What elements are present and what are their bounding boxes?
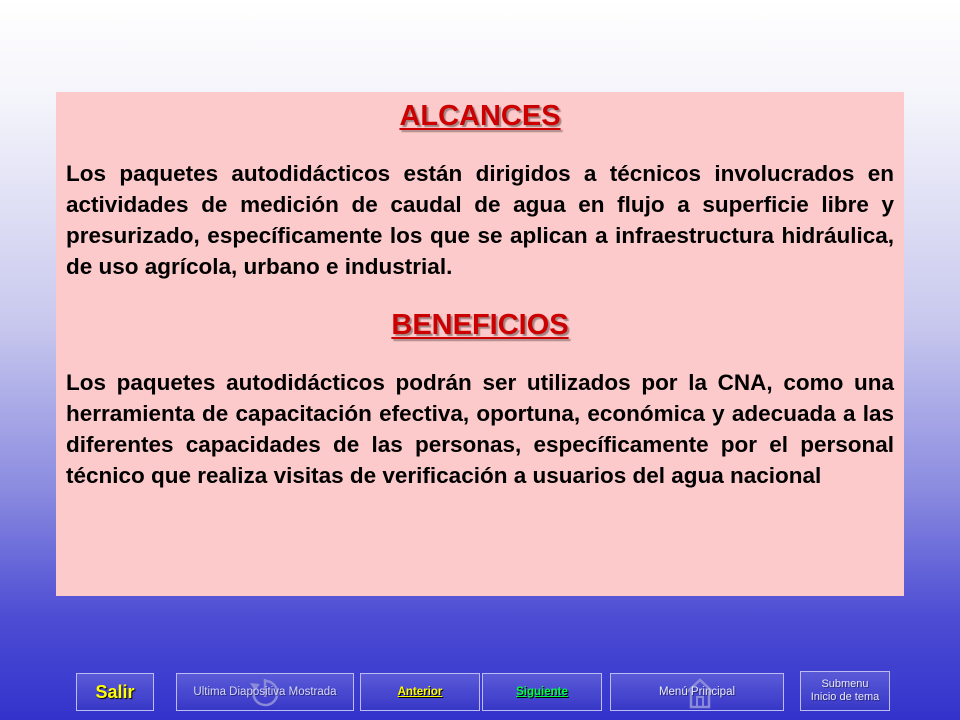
previous-button[interactable] xyxy=(360,673,480,711)
main-menu-button[interactable] xyxy=(610,673,784,711)
last-viewed-slide-label: Ultima Diapositiva Mostrada xyxy=(193,685,337,698)
content-panel xyxy=(56,92,904,596)
salir-button[interactable] xyxy=(76,673,154,711)
last-viewed-slide-button[interactable] xyxy=(176,673,354,711)
section-body-beneficios: Los paquetes autodidácticos podrán ser utilizados por la CNA, como una herramienta de capacitación efectiva, oportuna, económica y adecuada a las diferentes capacidades de las personas, específicamente por el personal técnico que realiza visitas de verificación a usuarios del agua nacional xyxy=(66,370,894,488)
section-body-alcances: Los paquetes autodidácticos están dirigidos a técnicos involucrados en actividades de medición de caudal de agua en flujo a superficie libre y presurizado, específicamente los que se aplican a infraestructura hidráulica, de uso agrícola, urbano e industrial. xyxy=(66,161,894,279)
section-heading-alcances: ALCANCES xyxy=(399,100,561,132)
next-label: Siguiente xyxy=(516,685,568,698)
submenu-label-line2: Inicio de tema xyxy=(810,691,880,703)
submenu-label xyxy=(811,678,879,704)
main-menu-label: Menú Principal xyxy=(658,685,736,698)
submenu-button[interactable] xyxy=(800,671,890,711)
submenu-label-line1: Submenu xyxy=(821,678,869,690)
section-heading-beneficios: BENEFICIOS xyxy=(391,309,569,341)
previous-label: Anterior xyxy=(397,685,443,698)
next-button[interactable] xyxy=(482,673,602,711)
salir-label: Salir xyxy=(95,681,135,702)
section-spacer xyxy=(66,282,894,305)
